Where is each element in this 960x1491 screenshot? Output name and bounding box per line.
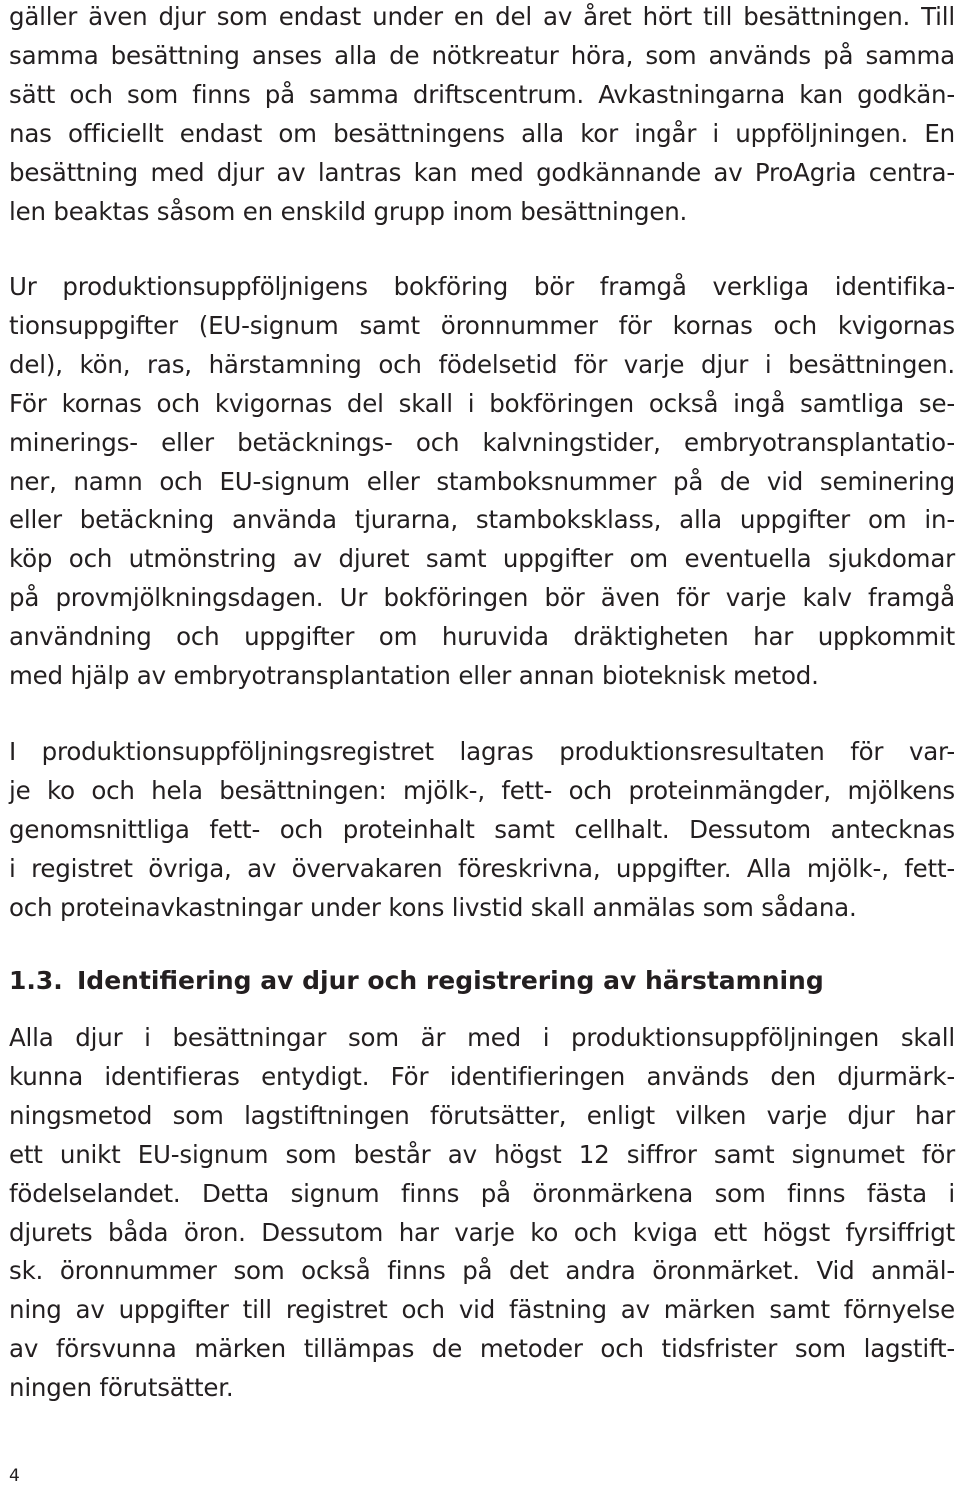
page-number: 4 [9,1466,20,1486]
text-line: sätt och som finns på samma driftscentrum. Avkastningarna kan godkän- [9,79,955,109]
text-line: genomsnittliga fett- och proteinhalt samt cellhalt. Dessutom antecknas [9,814,955,844]
text-line: ningen förutsätter. [9,1373,234,1403]
text-line: användning och uppgifter om huruvida dräktigheten har uppkommit [9,622,955,652]
text-line: nas officiellt endast om besättningens alla kor ingår i uppföljningen. En [9,118,955,148]
text-line: je ko och hela besättningen: mjölk-, fett- och proteinmängder, mjölkens [9,775,955,805]
text-line: ner, namn och EU-signum eller stamboksnummer på de vid seminering [9,466,955,496]
text-line: len beaktas såsom en enskild grupp inom besättningen. [9,196,688,226]
text-line: gäller även djur som endast under en del av året hört till besättningen. Till [9,2,955,31]
text-line: djurets båda öron. Dessutom har varje ko och kviga ett högst fyrsiffrigt [9,1217,955,1247]
section-number: 1.3. [9,966,63,995]
text-line: Ur produktionsuppföljnigens bokföring bör framgå verkliga identifika- [9,272,955,301]
text-line: minerings- eller betäcknings- och kalvningstider, embryotransplantatio- [9,427,955,457]
text-line: sk. öronnummer som också finns på det andra öronmärket. Vid anmäl- [9,1256,955,1286]
text-line: Alla djur i besättningar som är med i produktionsuppföljningen skall [9,1023,955,1052]
text-line: och proteinavkastningar under kons livstid skall anmälas som sådana. [9,892,857,922]
text-line: besättning med djur av lantras kan med godkännande av ProAgria centra- [9,157,955,187]
text-line: eller betäckning använda tjurarna, stamboksklass, alla uppgifter om in- [9,505,955,535]
paragraph-herd-definition [9,0,955,231]
paragraph-identification [9,1019,955,1408]
text-line: på provmjölkningsdagen. Ur bokföringen bör även för varje kalv framgå [9,583,955,613]
text-line: av försvunna märken tillämpas de metoder och tidsfrister som lagstift- [9,1334,955,1364]
text-line: med hjälp av embryotransplantation eller annan bioteknisk metod. [9,661,819,691]
text-line: ett unikt EU-signum som består av högst 12 siffror samt signumet för [9,1139,955,1169]
text-line: del), kön, ras, härstamning och födelsetid för varje djur i besättningen. [9,349,955,379]
section-title: Identifiering av djur och registrering av härstamning [77,966,824,995]
text-line: ning av uppgifter till registret och vid fästning av märken samt förnyelse [9,1295,955,1325]
text-line: kunna identifieras entydigt. För identifieringen används den djurmärk- [9,1061,955,1091]
section-heading [9,962,955,1000]
text-line: I produktionsuppföljningsregistret lagras produktionsresultaten för var- [9,737,955,766]
text-line: i registret övriga, av övervakaren föreskrivna, uppgifter. Alla mjölk-, fett- [9,853,955,883]
paragraph-bookkeeping [9,268,955,696]
text-line: ningsmetod som lagstiftningen förutsätter, enligt vilken varje djur har [9,1100,955,1130]
text-line: födelselandet. Detta signum finns på öronmärkena som finns fästa i [9,1178,955,1208]
text-line: köp och utmönstring av djuret samt uppgifter om eventuella sjukdomar [9,544,955,574]
paragraph-registry [9,733,955,928]
text-line: För kornas och kvigornas del skall i bokföringen också ingå samtliga se- [9,388,955,418]
text-line: tionsuppgifter (EU-signum samt öronnummer för kornas och kvigornas [9,310,955,340]
text-line: samma besättning anses alla de nötkreatur höra, som används på samma [9,40,955,70]
